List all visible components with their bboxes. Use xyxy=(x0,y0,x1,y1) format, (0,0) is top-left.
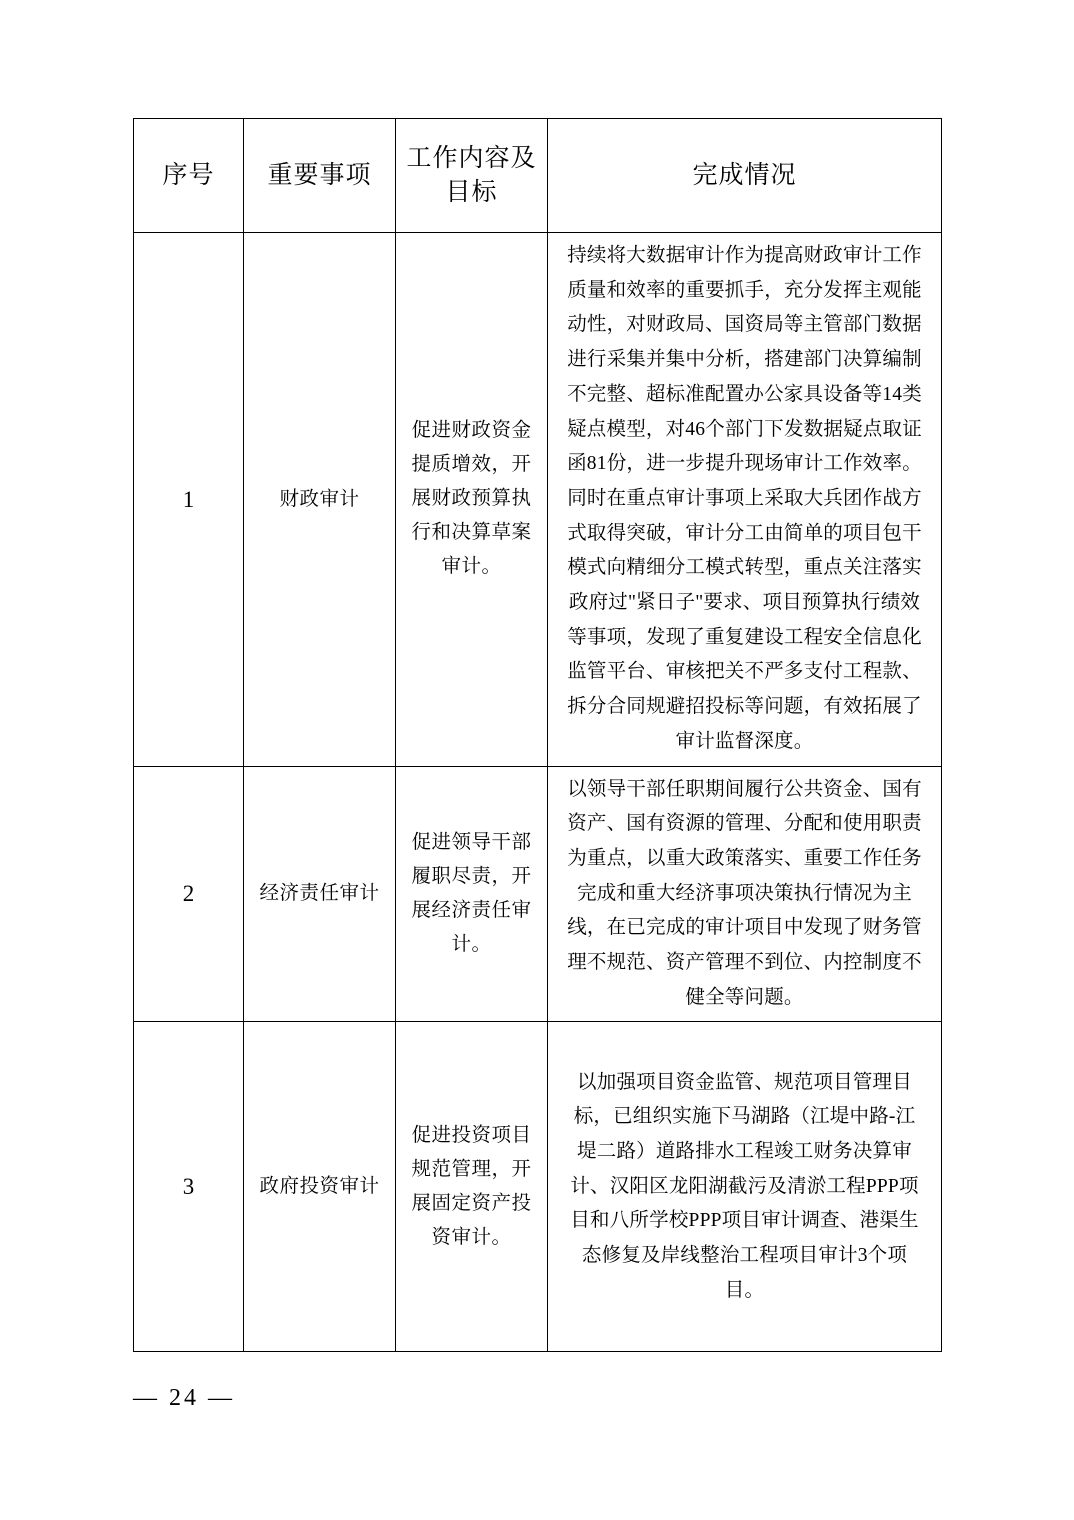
cell-item: 经济责任审计 xyxy=(244,766,396,1022)
table-row xyxy=(134,233,942,767)
cell-no: 2 xyxy=(134,766,244,1022)
cell-item: 政府投资审计 xyxy=(244,1022,396,1352)
column-header-item: 重要事项 xyxy=(244,119,396,233)
audit-summary-table xyxy=(133,118,942,1352)
cell-done: 以领导干部任职期间履行公共资金、国有资产、国有资源的管理、分配和使用职责为重点，以重大政策落实、重要工作任务完成和重大经济事项决策执行情况为主线，在已完成的审计项目中发现了财务管理不规范、资产管理不到位、内控制度不健全等问题。 xyxy=(548,766,942,1022)
cell-done: 持续将大数据审计作为提高财政审计工作质量和效率的重要抓手，充分发挥主观能动性，对财政局、国资局等主管部门数据进行采集并集中分析，搭建部门决算编制不完整、超标准配置办公家具设备等14类疑点模型，对46个部门下发数据疑点取证函81份，进一步提升现场审计工作效率。同时在重点审计事项上采取大兵团作战方式取得突破，审计分工由简单的项目包干模式向精细分工模式转型，重点关注落实政府过"紧日子"要求、项目预算执行绩效等事项，发现了重复建设工程安全信息化监管平台、审核把关不严多支付工程款、拆分合同规避招投标等问题，有效拓展了审计监督深度。 xyxy=(548,233,942,767)
table-header xyxy=(134,119,942,233)
column-header-goal: 工作内容及目标 xyxy=(396,119,548,233)
cell-goal: 促进财政资金提质增效，开展财政预算执行和决算草案审计。 xyxy=(396,233,548,767)
cell-goal: 促进领导干部履职尽责，开展经济责任审计。 xyxy=(396,766,548,1022)
column-header-done: 完成情况 xyxy=(548,119,942,233)
table-row xyxy=(134,766,942,1022)
cell-item: 财政审计 xyxy=(244,233,396,767)
table-row xyxy=(134,1022,942,1352)
table-body xyxy=(134,233,942,1352)
cell-done: 以加强项目资金监管、规范项目管理目标，已组织实施下马湖路（江堤中路-江堤二路）道路排水工程竣工财务决算审计、汉阳区龙阳湖截污及清淤工程PPP项目和八所学校PPP项目审计调查、港渠生态修复及岸线整治工程项目审计3个项目。 xyxy=(548,1022,942,1352)
cell-no: 1 xyxy=(134,233,244,767)
column-header-no: 序号 xyxy=(134,119,244,233)
table-header-row xyxy=(134,119,942,233)
cell-no: 3 xyxy=(134,1022,244,1352)
cell-goal: 促进投资项目规范管理，开展固定资产投资审计。 xyxy=(396,1022,548,1352)
page-number: — 24 — xyxy=(133,1385,235,1411)
